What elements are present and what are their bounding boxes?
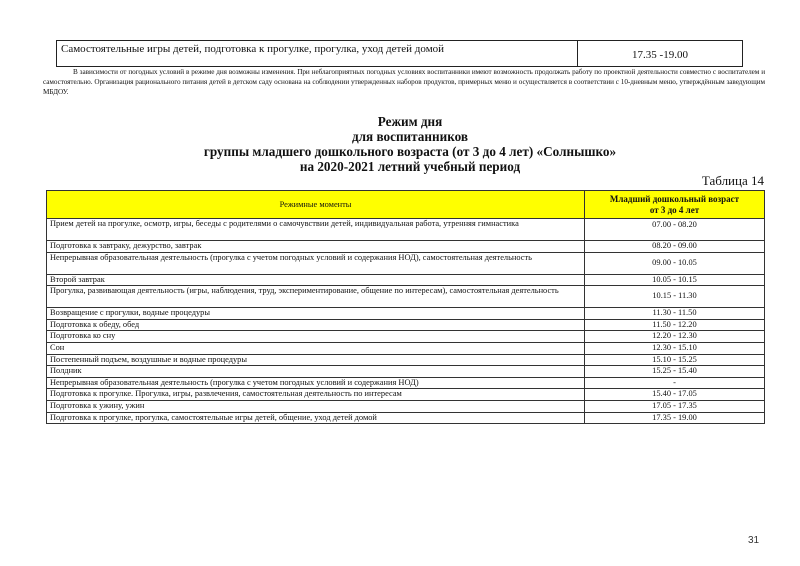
table-header-row [47,191,765,219]
time-cell: 08.20 - 09.00 [585,241,765,253]
table-row [47,274,765,286]
time-cell: 11.50 - 12.20 [585,319,765,331]
title-line-1: Режим дня [377,114,443,129]
table-row [47,286,765,308]
table-row [47,389,765,401]
continued-schedule-table [56,40,743,67]
activity-cell: Подготовка к прогулке, прогулка, самостоятельные игры детей, общение, уход детей домой [47,412,585,424]
activity-cell: Подготовка к прогулке. Прогулка, игры, развлечения, самостоятельная деятельность по интересам [47,389,585,401]
table-row [57,41,743,67]
table-row [47,412,765,424]
table-row [47,308,765,320]
activity-cell: Подготовка ко сну [47,331,585,343]
page-title [0,114,800,174]
table-row [47,342,765,354]
time-cell: 15.40 - 17.05 [585,389,765,401]
note-paragraph [43,67,765,98]
time-cell: 07.00 - 08.20 [585,219,765,241]
table-row [47,331,765,343]
daily-schedule-table [46,190,765,424]
header-activity: Режимные моменты [47,191,585,219]
time-cell: 17.05 - 17.35 [585,400,765,412]
activity-cell: Второй завтрак [47,274,585,286]
activity-cell: Прогулка, развивающая деятельность (игры, наблюдения, труд, экспериментирование, общение по интересам), самостоятельная деятельность [47,286,585,308]
header-age-group [585,191,765,219]
time-cell: 12.30 - 15.10 [585,342,765,354]
time-cell: 12.20 - 12.30 [585,331,765,343]
activity-cell: Подготовка к обеду, обед [47,319,585,331]
time-cell: - [585,377,765,389]
table-row [47,400,765,412]
table-label: Таблица 14 [701,173,764,188]
table-row [47,219,765,241]
time-cell: 09.00 - 10.05 [585,252,765,274]
time-cell: 15.25 - 15.40 [585,366,765,378]
time-cell: 15.10 - 15.25 [585,354,765,366]
note-text: В зависимости от погодных условий в режиме дня возможны изменения. При неблагоприятных погодных условиях воспитанники имеют возможность продолжать работу по проектной деятельности совместно с воспитателем и самостоятельно. Организация рационального питания детей в детском саду основана на соблюдении утвержденных наборов продуктов, примерных меню и осуществляется в соответствии с 10-дневным меню, утверждённым заведующим МБДОУ. [43,68,765,97]
time-cell: 10.05 - 10.15 [585,274,765,286]
table-row [47,377,765,389]
activity-cell: Непрерывная образовательная деятельность (прогулка с учетом погодных условий и содержания НОД), самостоятельная деятельность [47,252,585,274]
table-row [47,252,765,274]
page-number: 31 [748,535,760,546]
table-row [47,241,765,253]
time-cell: 10.15 - 11.30 [585,286,765,308]
activity-cell: Подготовка к завтраку, дежурство, завтрак [47,241,585,253]
activity-cell: Непрерывная образовательная деятельность (прогулка с учетом погодных условий и содержания НОД) [47,377,585,389]
activity-cell: Самостоятельные игры детей, подготовка к прогулке, прогулка, уход детей домой [57,41,578,67]
table-row [47,319,765,331]
time-cell: 17.35 -19.00 [578,41,743,67]
title-line-3: группы младшего дошкольного возраста (от 3 до 4 лет) «Солнышко» [203,144,617,159]
header-age-line-1: Младший дошкольный возраст [609,193,740,204]
activity-cell: Прием детей на прогулке, осмотр, игры, беседы с родителями о самочувствии детей, индивидуальная работа, утренняя гимнастика [47,219,585,241]
activity-cell: Полдник [47,366,585,378]
time-cell: 11.30 - 11.50 [585,308,765,320]
title-line-4: на 2020-2021 летний учебный период [299,159,521,174]
table-row [47,354,765,366]
activity-cell: Постепенный подъем, воздушные и водные процедуры [47,354,585,366]
time-cell: 17.35 - 19.00 [585,412,765,424]
activity-cell: Подготовка к ужину, ужин [47,400,585,412]
activity-cell: Сон [47,342,585,354]
activity-cell: Возвращение с прогулки, водные процедуры [47,308,585,320]
table-row [47,366,765,378]
title-line-2: для воспитанников [351,129,468,144]
header-age-line-2: от 3 до 4 лет [649,204,700,215]
